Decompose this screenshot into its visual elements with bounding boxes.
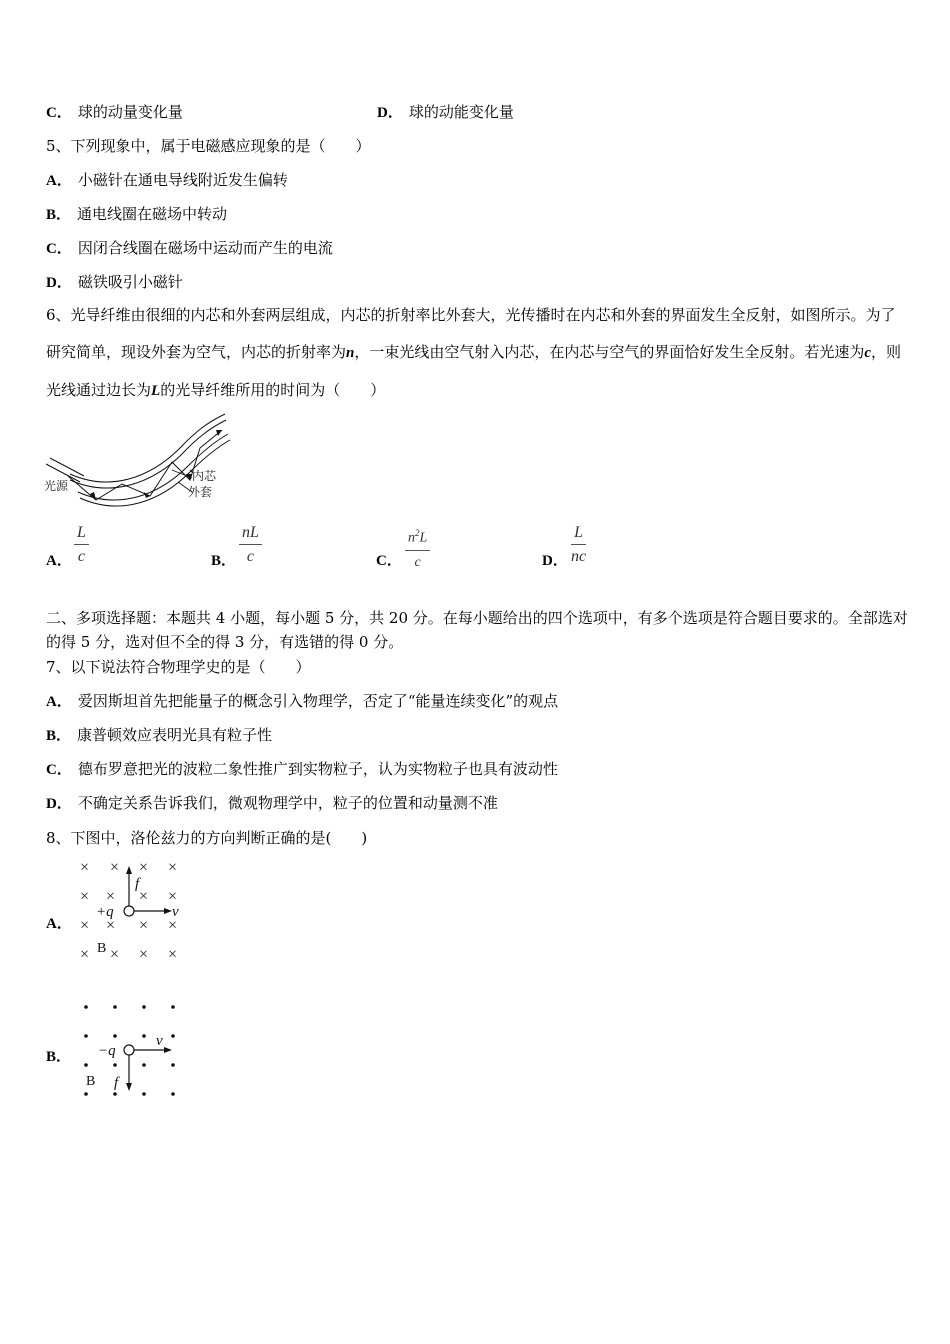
var-c: c — [864, 345, 872, 361]
numerator-tail: L — [419, 530, 428, 546]
field-cross-mark: × — [110, 946, 120, 963]
fraction-bar — [405, 550, 430, 551]
field-cross-mark: × — [168, 859, 178, 876]
option-label: D． — [46, 796, 72, 812]
denominator: c — [77, 548, 85, 565]
q6-stem — [46, 297, 908, 410]
option-text: 爱因斯坦首先把能量子的概念引入物理学，否定了“能量连续变化”的观点 — [77, 692, 559, 710]
q6-option-a-label: A． — [46, 553, 72, 569]
q5-stem: 5、下列现象中，属于电磁感应现象的是（ ） — [46, 137, 371, 155]
field-dot-mark — [113, 1034, 117, 1038]
q8-stem: 8、下图中，洛伦兹力的方向判断正确的是( ) — [46, 829, 368, 847]
field-cross-mark: × — [80, 946, 90, 963]
q7-stem: 7、以下说法符合物理学史的是（ ） — [46, 658, 311, 676]
field-dot-mark — [142, 1005, 146, 1009]
denominator: nc — [571, 548, 587, 565]
field-dot-mark — [171, 1005, 175, 1009]
field-cross-mark: × — [168, 888, 178, 905]
q7-option-a — [46, 691, 558, 712]
field-dot-mark — [142, 1092, 146, 1096]
field-dot-mark — [84, 1063, 88, 1067]
numerator: L — [574, 524, 583, 541]
q6-option-b-label: B． — [211, 553, 237, 569]
field-dot-mark — [113, 1063, 117, 1067]
label-cladding: 外套 — [188, 485, 213, 499]
q6-option-c-fraction — [405, 524, 430, 572]
field-cross-mark: × — [139, 917, 149, 934]
q6-option-c-label: C． — [376, 553, 402, 569]
field-dot-mark — [84, 1005, 88, 1009]
field-label: B — [97, 941, 107, 956]
option-text: 磁铁吸引小磁针 — [77, 273, 183, 291]
option-label: A． — [46, 173, 72, 189]
field-dot-mark — [142, 1063, 146, 1067]
q6-option-d-label: D． — [542, 553, 568, 569]
numerator: L — [77, 524, 86, 541]
force-label: f — [114, 1075, 119, 1091]
option-label: C． — [46, 105, 72, 121]
velocity-label: v — [172, 904, 179, 920]
q5-option-c — [46, 238, 333, 259]
var-L: L — [151, 383, 161, 399]
q5-option-b — [46, 204, 227, 225]
q5-option-d — [46, 272, 183, 293]
q7-option-c — [46, 759, 558, 780]
field-dot-mark — [171, 1034, 175, 1038]
q5-option-a — [46, 170, 288, 191]
q4-option-c — [46, 102, 183, 123]
option-text: 不确定关系告诉我们，微观物理学中，粒子的位置和动量测不准 — [77, 794, 498, 812]
field-cross-mark: × — [168, 946, 178, 963]
option-label: D． — [377, 105, 403, 121]
numerator-exponent: 2 — [415, 528, 420, 538]
field-cross-mark: × — [80, 859, 90, 876]
q6-stem-part3: ，则光线通过边长为 — [46, 343, 902, 399]
charge-label: −q — [98, 1043, 116, 1059]
q7-option-b — [46, 725, 272, 746]
numerator-base: n — [408, 530, 415, 546]
q6-stem-part1: 6、光导纤维由很细的内芯和外套两层组成，内芯的折射率比外套大，光传播时在内芯和外套的界面发生全反射，如图所示。为了研究简单，现设外套为空气，内芯的折射率为 — [46, 306, 896, 361]
q6-option-d-fraction — [571, 524, 586, 566]
denominator: c — [246, 548, 254, 565]
numerator — [405, 524, 430, 548]
option-text: 球的动量变化量 — [77, 103, 183, 121]
charge-label: +q — [96, 904, 114, 920]
field-cross-mark: × — [106, 888, 116, 905]
section2-instructions: 二、多项选择题：本题共 4 小题，每小题 5 分，共 20 分。在每小题给出的四个选项中，有多个选项是符合题目要求的。全部选对的得 5 分，选对但不全的得 3 分，有选错的得 0 分。 — [46, 609, 908, 651]
field-dot-mark — [171, 1063, 175, 1067]
option-text: 因闭合线圈在磁场中运动而产生的电流 — [77, 239, 333, 257]
q8-option-b-figure — [74, 995, 194, 1105]
option-text: 通电线圈在磁场中转动 — [77, 205, 228, 223]
option-label: A． — [46, 694, 72, 710]
q8-option-b-label: B． — [46, 1049, 72, 1065]
fraction-bar — [239, 544, 262, 545]
option-label: D． — [46, 275, 72, 291]
field-label: B — [86, 1074, 96, 1089]
option-text: 球的动能变化量 — [408, 103, 514, 121]
force-label: f — [135, 876, 140, 892]
field-dot-mark — [171, 1092, 175, 1096]
optical-fiber-figure — [40, 408, 240, 508]
option-label: C． — [46, 762, 72, 778]
charge-circle — [124, 1045, 134, 1055]
option-text: 康普顿效应表明光具有粒子性 — [77, 726, 273, 744]
field-cross-mark: × — [106, 917, 116, 934]
q6-stem-part4: 的光导纤维所用的时间为（ ） — [160, 381, 386, 399]
q8-option-a-figure — [74, 852, 194, 972]
charge-circle — [124, 906, 134, 916]
option-label: B． — [46, 728, 72, 744]
field-dot-mark — [142, 1034, 146, 1038]
option-text: 德布罗意把光的波粒二象性推广到实物粒子，认为实物粒子也具有波动性 — [77, 760, 558, 778]
field-cross-mark: × — [139, 888, 149, 905]
fraction-bar — [74, 544, 89, 545]
velocity-label: v — [156, 1033, 163, 1049]
option-label: C． — [46, 241, 72, 257]
denominator: c — [414, 554, 421, 570]
q6-option-a-fraction — [74, 524, 89, 566]
numerator: nL — [242, 524, 259, 541]
field-cross-mark: × — [139, 946, 149, 963]
field-cross-mark: × — [80, 917, 90, 934]
field-dot-mark — [113, 1005, 117, 1009]
label-core: 内芯 — [192, 469, 217, 483]
field-dot-mark — [113, 1092, 117, 1096]
var-n: n — [346, 345, 355, 361]
q4-option-d — [377, 102, 514, 123]
q6-option-b-fraction — [239, 524, 262, 566]
q8-option-a-label: A． — [46, 916, 72, 932]
option-label: B． — [46, 207, 72, 223]
q6-stem-part2: ，一束光线由空气射入内芯，在内芯与空气的界面恰好发生全反射。若光速为 — [354, 343, 865, 361]
q7-option-d — [46, 793, 498, 814]
field-cross-mark: × — [139, 859, 149, 876]
label-light-source: 光源 — [44, 479, 69, 493]
field-dot-mark — [84, 1092, 88, 1096]
field-cross-mark: × — [110, 859, 120, 876]
field-cross-mark: × — [168, 917, 178, 934]
field-dot-mark — [84, 1034, 88, 1038]
fraction-bar — [571, 544, 586, 545]
option-text: 小磁针在通电导线附近发生偏转 — [77, 171, 288, 189]
field-cross-mark: × — [80, 888, 90, 905]
